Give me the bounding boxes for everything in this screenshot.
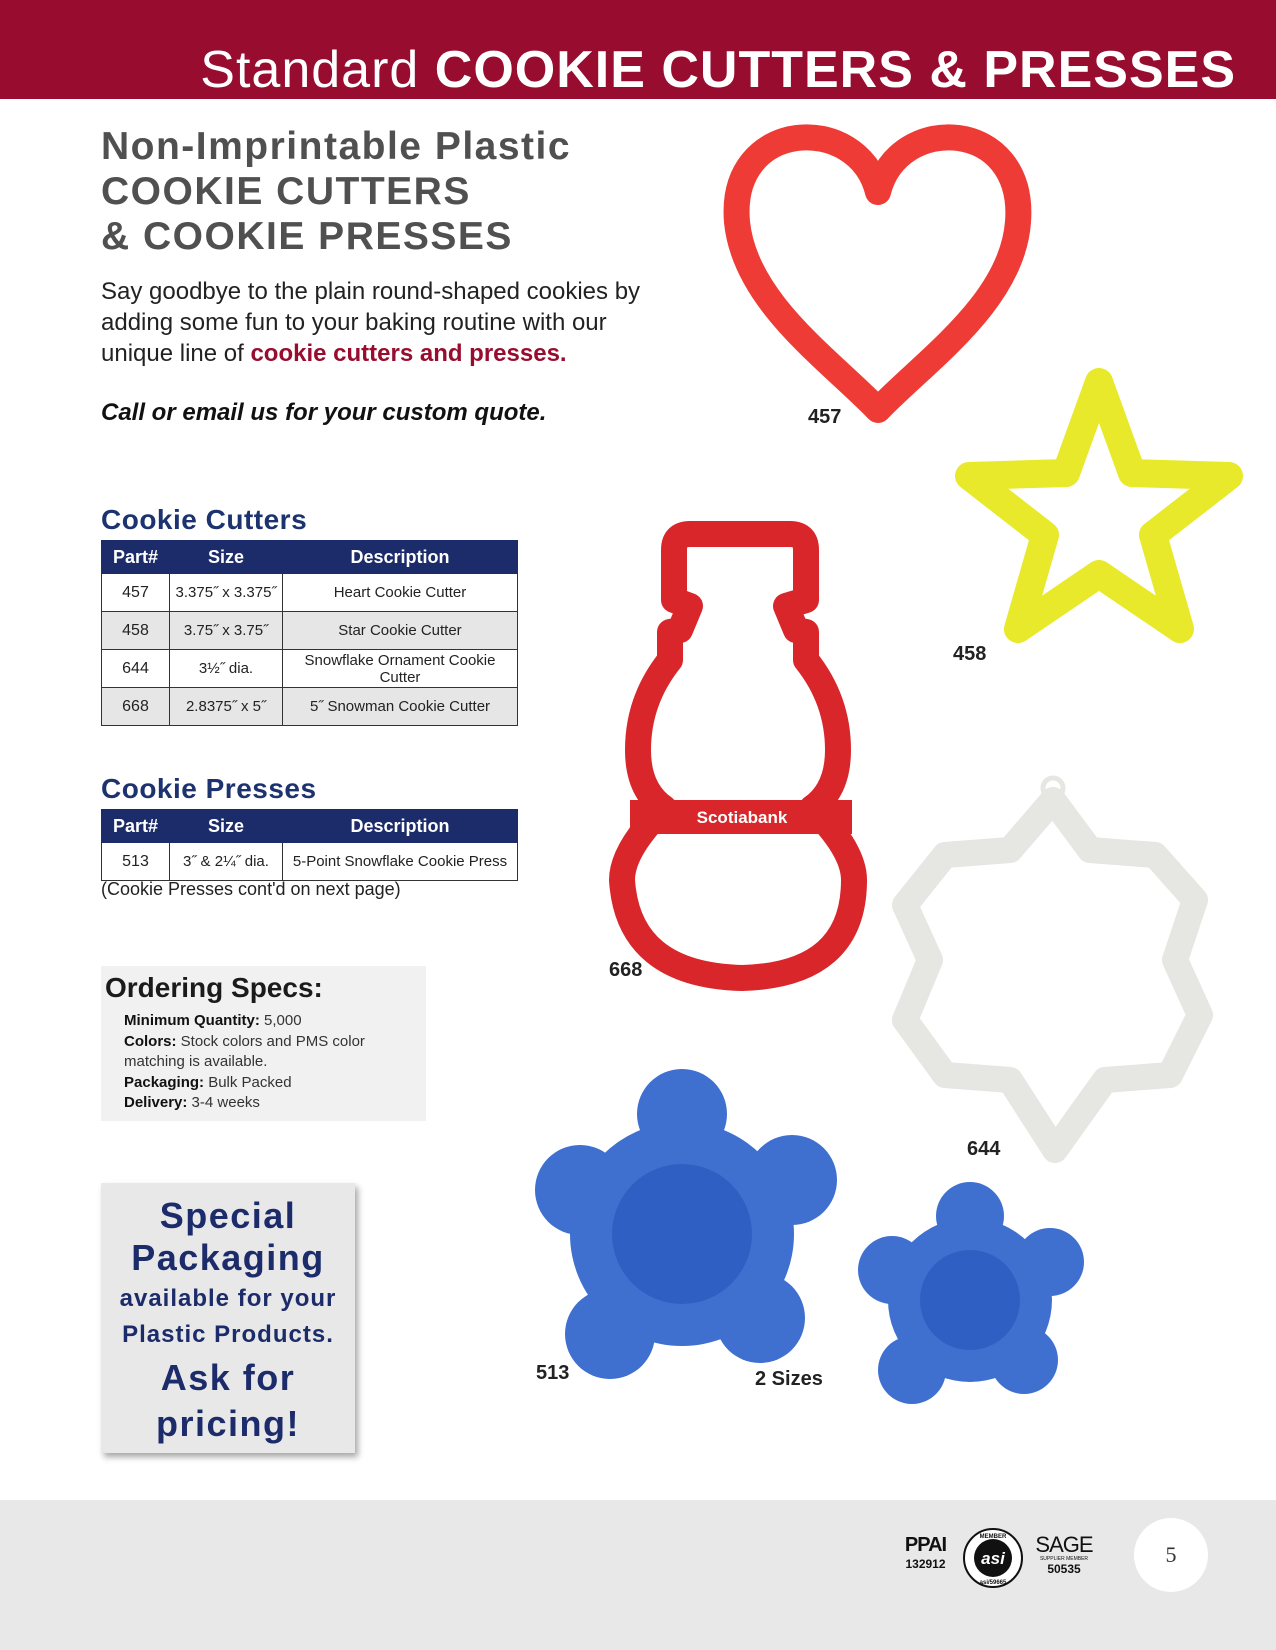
sage-mark: SAGE (1035, 1532, 1093, 1557)
snowflake-cookie-cutter-image (905, 778, 1200, 1150)
asi-mark: asi (981, 1549, 1005, 1568)
small-snowflake-cookie-press-image (858, 1182, 1084, 1404)
intro-highlight: cookie cutters and presses. (250, 340, 567, 367)
column-header: Size (170, 810, 283, 843)
asi-number: asi/59665 (979, 1580, 1007, 1586)
description-cell: Star Cookie Cutter (283, 612, 518, 650)
promo-line: Special (159, 1195, 297, 1236)
part-number-cell: 457 (102, 574, 170, 612)
ppai-number: 132912 (905, 1557, 946, 1571)
part-number-cell: 668 (102, 688, 170, 726)
part-number-cell: 644 (102, 650, 170, 688)
spec-colors-cont: matching is available. (124, 1053, 268, 1070)
spec-delivery: Delivery: 3-4 weeks (124, 1094, 260, 1111)
call-to-action: Call or email us for your custom quote. (101, 399, 547, 426)
part-number-cell: 513 (102, 843, 170, 881)
promo-line: Packaging (131, 1237, 325, 1278)
page-number: 5 (1134, 1518, 1208, 1592)
heading-line-1: Non-Imprintable Plastic (101, 125, 572, 168)
cookie-cutters-title: Cookie Cutters (101, 504, 308, 535)
column-header: Part# (102, 541, 170, 574)
promo-line: available for your (119, 1285, 337, 1312)
ppai-logo (898, 1534, 953, 1571)
star-cookie-cutter-image (969, 382, 1229, 629)
sage-number: 50535 (1047, 1562, 1081, 1576)
description-cell: 5˝ Snowman Cookie Cutter (283, 688, 518, 726)
column-header: Size (170, 541, 283, 574)
size-cell: 2.8375˝ x 5˝ (170, 688, 283, 726)
heading-line-3: & COOKIE PRESSES (101, 215, 513, 258)
snowman-imprint-text: Scotiabank (696, 808, 788, 827)
ordering-specs-title: Ordering Specs: (105, 972, 323, 1003)
description-cell: Heart Cookie Cutter (283, 574, 518, 612)
intro-text: Say goodbye to the plain round-shaped cookies by adding some fun to your baking routine with our unique line of (101, 278, 641, 367)
banner-title-light: Standard (200, 41, 420, 99)
promo-line: pricing! (156, 1403, 300, 1444)
asi-logo (962, 1527, 1024, 1589)
heart-cookie-cutter-image (737, 137, 1019, 410)
banner-title-bold: COOKIE CUTTERS & PRESSES (434, 41, 1236, 99)
heading-line-2: COOKIE CUTTERS (101, 170, 471, 213)
snowflake-part-label: 644 (967, 1138, 1001, 1160)
snowman-cookie-cutter-image (622, 534, 854, 978)
cookie-presses-title: Cookie Presses (101, 773, 317, 804)
spec-packaging: Packaging: Bulk Packed (124, 1073, 292, 1091)
column-header: Description (283, 541, 518, 574)
heart-part-label: 457 (808, 406, 842, 428)
press-sizes-label: 2 Sizes (755, 1368, 823, 1390)
description-cell: 5-Point Snowflake Cookie Press (283, 843, 518, 881)
spec-minimum-quantity: Minimum Quantity: 5,000 (124, 1012, 302, 1029)
column-header: Part# (102, 810, 170, 843)
column-header: Description (283, 810, 518, 843)
description-cell: Snowflake Ornament Cookie Cutter (283, 650, 518, 688)
press-part-label: 513 (536, 1362, 570, 1384)
promo-line: Plastic Products. (122, 1321, 334, 1348)
asi-member-text: MEMBER (979, 1534, 1007, 1540)
promo-line: Ask for (160, 1357, 296, 1398)
size-cell: 3½˝ dia. (170, 650, 283, 688)
sage-logo (1034, 1534, 1094, 1576)
sage-supplier-text: SUPPLIER MEMBER (1039, 1556, 1089, 1562)
star-part-label: 458 (953, 643, 987, 665)
snowman-part-label: 668 (609, 959, 643, 981)
presses-continued-note: (Cookie Presses cont'd on next page) (101, 879, 401, 899)
part-number-cell: 458 (102, 612, 170, 650)
ppai-mark: PPAI (904, 1534, 947, 1556)
size-cell: 3.75˝ x 3.75˝ (170, 612, 283, 650)
size-cell: 3.375˝ x 3.375˝ (170, 574, 283, 612)
spec-colors: Colors: Stock colors and PMS color (124, 1032, 365, 1050)
snowflake-cookie-press-image (535, 1069, 837, 1379)
size-cell: 3˝ & 2¼˝ dia. (170, 843, 283, 881)
